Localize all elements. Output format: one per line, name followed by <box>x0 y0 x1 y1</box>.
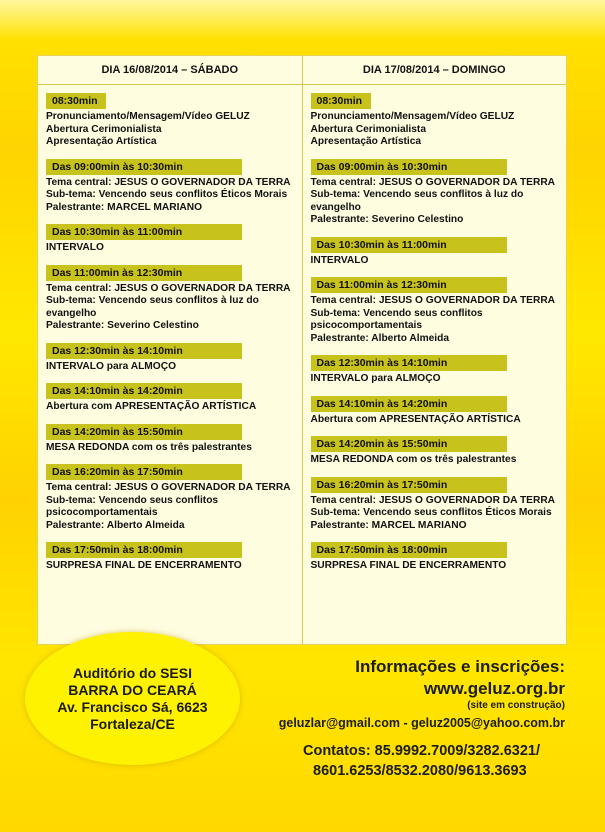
schedule-line: Apresentação Artística <box>310 136 422 147</box>
time-slot: Das 14:10min às 14:20min <box>46 383 242 399</box>
time-slot: Das 14:20min às 15:50min <box>311 436 507 452</box>
time-slot: Das 09:00min às 10:30min <box>311 159 507 175</box>
schedule-line: Tema central: JESUS O GOVERNADOR DA TERRA <box>310 176 556 188</box>
schedule-block <box>311 353 561 386</box>
time-slot: Das 10:30min às 11:00min <box>311 237 507 253</box>
schedule-line: SURPRESA FINAL DE ENCERRAMENTO <box>46 560 242 571</box>
schedule-line: Palestrante: Severino Celestino <box>310 214 464 225</box>
schedule-header <box>38 56 566 85</box>
schedule-line: Pronunciamento/Mensagem/Vídeo GELUZ <box>310 111 515 122</box>
schedule-line: Apresentação Artística <box>46 136 157 147</box>
schedule-block <box>46 381 296 414</box>
time-slot: Das 12:30min às 14:10min <box>46 343 242 359</box>
schedule-line: Pronunciamento/Mensagem/Vídeo GELUZ <box>46 111 250 122</box>
schedule-line: Palestrante: Alberto Almeida <box>310 332 450 344</box>
time-slot: Das 12:30min às 14:10min <box>311 355 507 371</box>
schedule-block <box>311 475 561 533</box>
schedule-block <box>46 341 296 374</box>
info-block <box>279 656 565 731</box>
schedule-line: SURPRESA FINAL DE ENCERRAMENTO <box>310 560 507 571</box>
info-title: Informações e inscrições: <box>355 657 565 676</box>
schedule-block <box>46 263 296 333</box>
schedule-block <box>46 462 296 532</box>
schedule-block <box>311 91 561 149</box>
email-contacts[interactable]: geluzlar@gmail.com - geluz2005@yahoo.com.br <box>278 716 565 730</box>
site-link[interactable]: www.geluz.org.br <box>423 679 565 698</box>
time-slot: Das 10:30min às 11:00min <box>46 224 242 240</box>
schedule-line: Tema central: JESUS O GOVERNADOR DA TERRA <box>46 482 291 493</box>
time-slot: Das 17:50min às 18:00min <box>311 542 507 558</box>
schedule-block <box>46 222 296 255</box>
venue-address: Av. Francisco Sá, 6623 <box>57 698 208 715</box>
schedule-line: Tema central: JESUS O GOVERNADOR DA TERRA <box>46 282 291 294</box>
schedule-line: MESA REDONDA com os três palestrantes <box>310 454 517 465</box>
day2-column <box>302 85 567 644</box>
schedule-block <box>311 394 561 427</box>
schedule-line: Sub-tema: Vencendo seus conflitos <box>46 494 219 506</box>
schedule-block <box>46 91 296 149</box>
day2-header: DIA 17/08/2014 – DOMINGO <box>302 56 567 84</box>
schedule-table <box>37 55 567 645</box>
schedule-line: psicocomportamentais <box>46 507 158 518</box>
time-slot: Das 14:10min às 14:20min <box>311 396 507 412</box>
schedule-line: Palestrante: Severino Celestino <box>46 320 199 331</box>
time-slot: Das 11:00min às 12:30min <box>46 265 242 281</box>
schedule-block <box>46 540 296 573</box>
venue-district: BARRA DO CEARÁ <box>68 681 197 698</box>
schedule-line: Palestrante: MARCEL MARIANO <box>46 201 203 213</box>
time-slot: 08:30min <box>311 93 371 109</box>
schedule-line: INTERVALO <box>310 254 369 266</box>
schedule-line: Abertura com APRESENTAÇÃO ARTÍSTICA <box>310 413 521 425</box>
schedule-line: Sub-tema: Vencendo seus conflitos Éticos Morais <box>46 189 288 200</box>
phone-line-1: Contatos: 85.9992.7009/3282.6321/ <box>303 743 540 759</box>
schedule-line: Sub-tema: Vencendo seus conflitos <box>310 307 483 319</box>
time-slot: Das 17:50min às 18:00min <box>46 542 242 558</box>
schedule-line: Tema central: JESUS O GOVERNADOR DA TERRA <box>310 295 556 306</box>
venue-city: Fortaleza/CE <box>90 715 175 732</box>
time-slot: Das 14:20min às 15:50min <box>46 424 242 440</box>
schedule-block <box>46 422 296 455</box>
schedule-block <box>311 157 561 227</box>
schedule-block <box>311 434 561 467</box>
time-slot: Das 09:00min às 10:30min <box>46 159 242 175</box>
schedule-block <box>311 540 561 573</box>
time-slot: Das 16:20min às 17:50min <box>311 477 507 493</box>
schedule-line: INTERVALO para ALMOÇO <box>310 373 441 384</box>
schedule-line: Sub-tema: Vencendo seus conflitos Éticos Morais <box>310 507 552 518</box>
schedule-line: evangelho <box>310 201 361 213</box>
schedule-line: Abertura com APRESENTAÇÃO ARTÍSTICA <box>46 401 257 412</box>
schedule-line: Tema central: JESUS O GOVERNADOR DA TERRA <box>46 176 291 188</box>
time-slot: Das 16:20min às 17:50min <box>46 464 242 480</box>
schedule-line: evangelho <box>46 307 97 319</box>
schedule-line: Sub-tema: Vencendo seus conflitos à luz do <box>46 295 259 306</box>
schedule-line: Palestrante: MARCEL MARIANO <box>310 519 467 531</box>
schedule-line: INTERVALO para ALMOÇO <box>46 360 176 372</box>
site-note: (site em construção) <box>467 700 565 711</box>
schedule-line: Abertura Cerimonialista <box>310 123 426 135</box>
schedule-line: Sub-tema: Vencendo seus conflitos à luz do <box>310 189 524 200</box>
schedule-line: Abertura Cerimonialista <box>46 123 162 135</box>
venue-name: Auditório do SESI <box>73 664 192 681</box>
phone-line-2: 8601.6253/8532.2080/9613.3693 <box>313 763 527 779</box>
day1-header: DIA 16/08/2014 – SÁBADO <box>101 64 239 76</box>
schedule-line: psicocomportamentais <box>310 320 423 331</box>
schedule-line: Tema central: JESUS O GOVERNADOR DA TERRA <box>310 494 556 506</box>
venue-badge <box>25 632 240 765</box>
schedule-line: INTERVALO <box>46 242 104 253</box>
time-slot: 08:30min <box>46 93 106 109</box>
schedule-block <box>311 275 561 345</box>
schedule-line: Palestrante: Alberto Almeida <box>46 519 185 531</box>
top-stripe <box>0 0 605 40</box>
schedule-block <box>311 235 561 268</box>
phone-contacts <box>303 741 540 781</box>
schedule-line: MESA REDONDA com os três palestrantes <box>46 441 252 453</box>
schedule-block <box>46 157 296 215</box>
time-slot: Das 11:00min às 12:30min <box>311 277 507 293</box>
day1-column <box>38 85 302 644</box>
